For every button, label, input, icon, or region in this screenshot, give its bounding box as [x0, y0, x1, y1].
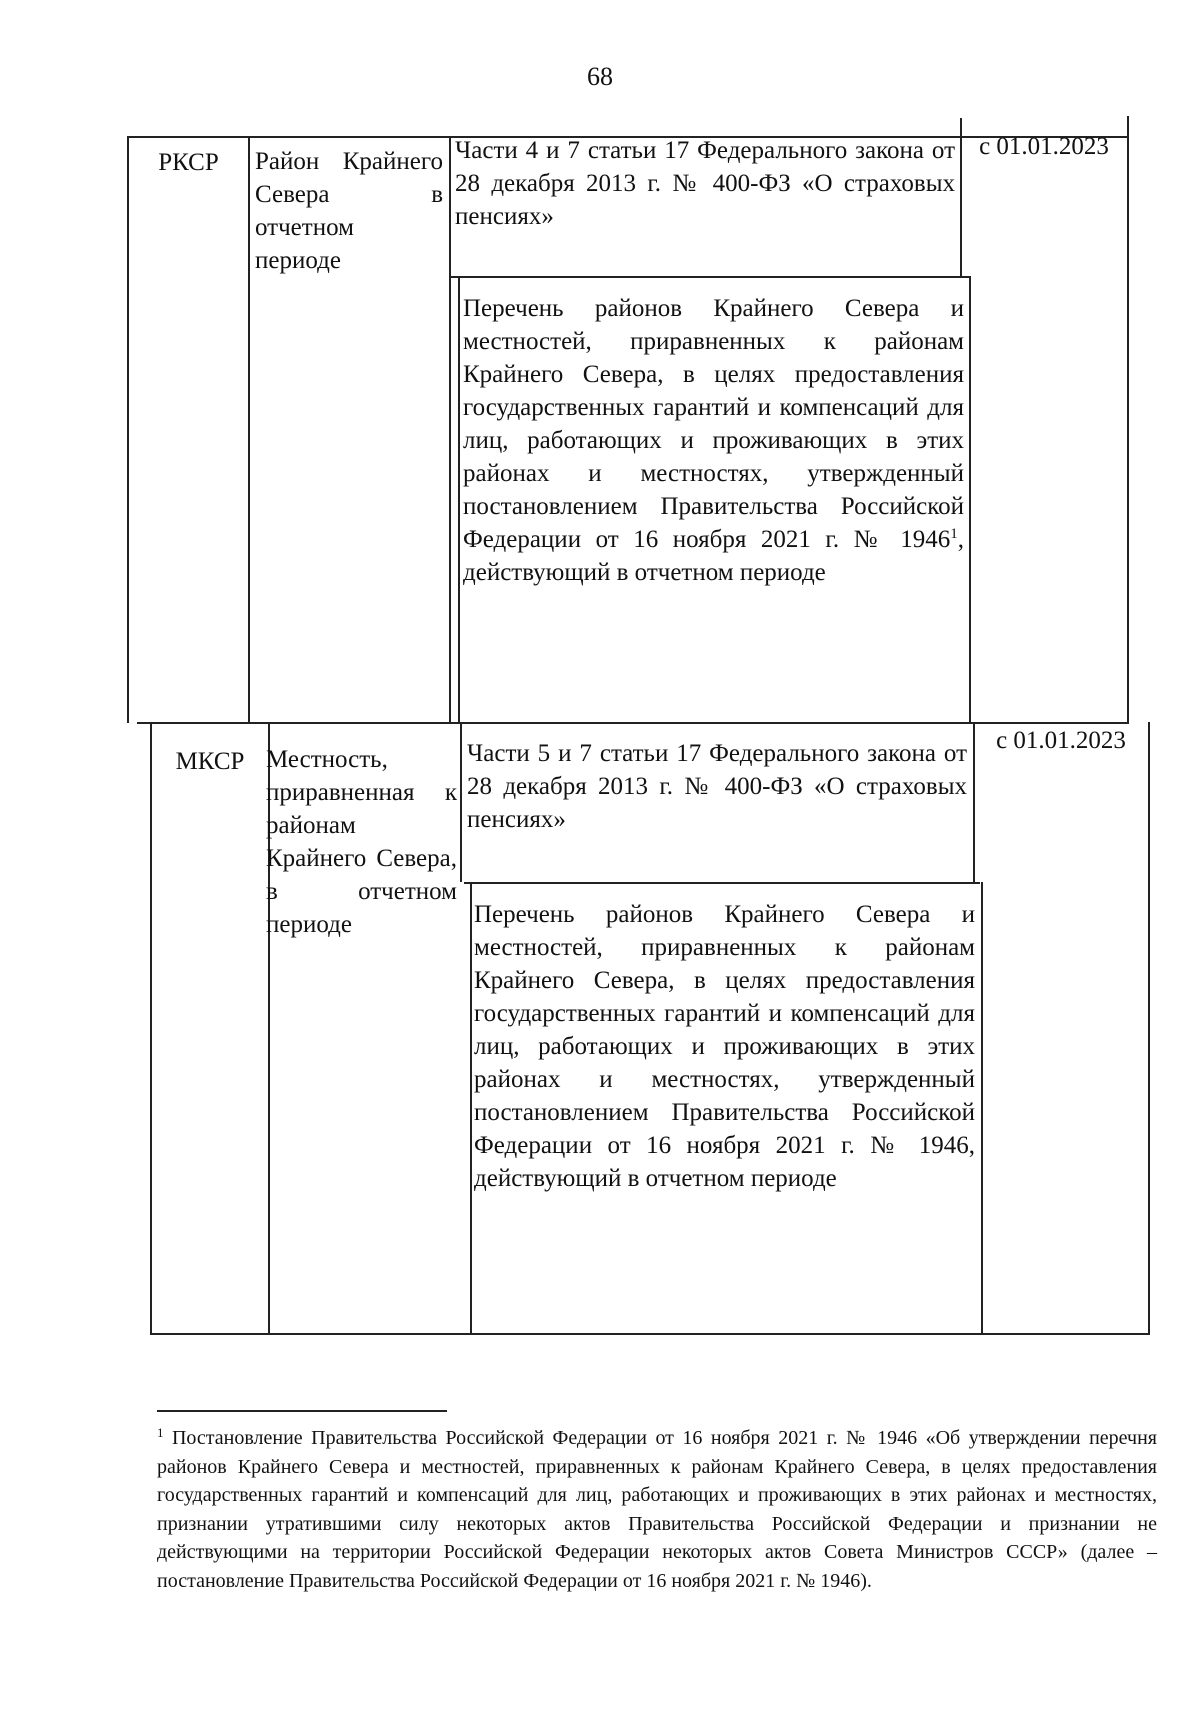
column-divider: [449, 136, 451, 723]
row-code: МКСР: [175, 748, 245, 775]
table-border-left: [127, 136, 129, 723]
table-border-bottom: [150, 1333, 1150, 1335]
footnote-ref: 1: [950, 526, 958, 542]
footnote: [157, 1424, 1157, 1595]
basis-divider: [449, 276, 969, 278]
row-basis-list-tail: , действующий в отчетном периоде: [463, 526, 964, 586]
row-basis-law: Части 5 и 7 статьи 17 Федерального закона от 28 декабря 2013 г. № 400-ФЗ «О страховых пенсиях»: [467, 740, 967, 833]
row-basis-list: Перечень районов Крайнего Севера и местностей, приравненных к районам Крайнего Севера, в целях предоставления государственных гарантий и компенсаций для лиц, работающих и проживающих в этих районах и местностях, утвержденный постановлением Правительства Российской Федерации от 16 ноября 2021 г. № 1946, действующий в отчетном периоде: [474, 901, 975, 1192]
table-border-left: [150, 722, 152, 1334]
row-basis-list: [463, 292, 964, 589]
column-divider: [470, 882, 472, 1334]
row-basis-list-text: Перечень районов Крайнего Севера и местностей, приравненных к районам Крайнего Севера, в целях предоставления государственных гарантий и компенсаций для лиц, работающих и проживающих в этих районах и местностях, утвержденный постановлением Правительства Российской Федерации от 16 ноября 2021 г. № 1946: [463, 295, 964, 553]
footnote-marker: 1: [157, 1425, 164, 1440]
footnote-text: Постановление Правительства Российской Федерации от 16 ноября 2021 г. № 1946 «Об утверждении перечня районов Крайнего Севера и местностей, приравненных к районам Крайнего Севера, в целях предоставления государственных гарантий и компенсаций для лиц, работающих и проживающих в этих районах и местностях, признании утратившими силу некоторых актов Правительства Российской Федерации и признании не действующими на территории Российской Федерации некоторых актов Совета Министров СССР» (далее – постановление Правительства Российской Федерации от 16 ноября 2021 г. № 1946).: [157, 1427, 1158, 1592]
column-divider: [458, 276, 460, 723]
table-border-right: [1148, 722, 1150, 1334]
row-basis-law: Части 4 и 7 статьи 17 Федерального закона от 28 декабря 2013 г. № 400-ФЗ «О страховых пенсиях»: [455, 137, 955, 230]
row-code: РКСР: [158, 149, 219, 176]
row-date: с 01.01.2023: [996, 727, 1126, 754]
column-divider: [248, 136, 250, 723]
column-divider: [460, 722, 462, 882]
page-number: 68: [587, 62, 613, 91]
table-border-right: [1127, 116, 1129, 723]
row-date: с 01.01.2023: [979, 133, 1109, 160]
column-divider: [981, 882, 983, 1334]
row-name: Местность, приравненная к районам Крайнего Севера, в отчетном периоде: [266, 746, 457, 938]
column-divider: [969, 276, 971, 723]
basis-divider: [464, 882, 980, 884]
footnote-separator: [157, 1410, 447, 1412]
row-name: Район Крайнего Севера в отчетном периоде: [255, 148, 443, 274]
